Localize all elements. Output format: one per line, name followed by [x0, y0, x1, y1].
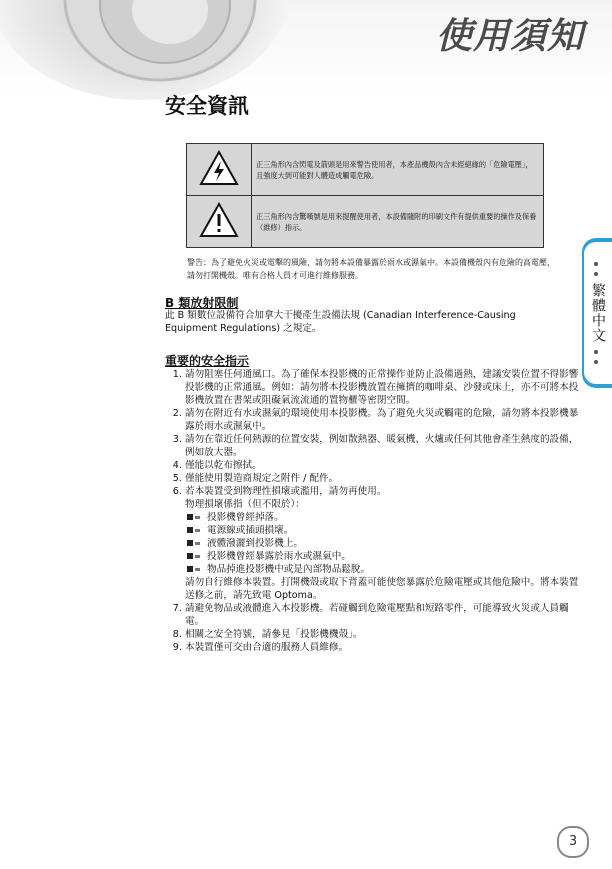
- page-number: 3: [557, 826, 589, 858]
- damage-item: 電源線或插頭損壞。: [185, 524, 582, 537]
- bullet-icon: [187, 540, 193, 546]
- warning-table: [186, 143, 544, 248]
- list-item: 1. 請勿阻塞任何通風口。為了確保本投影機的正常操作並防止設備過熱，建議安裝位置不得影響投影機的正常通風。例如：請勿將本投影機放置在擁擠的咖啡桌、沙發或床上，亦不可將本投影機放置在書架或阻礙氣流流通的置物櫃等密閉空間。: [185, 368, 582, 407]
- dot-icon: [594, 360, 598, 364]
- warning-text: 正三角形內含驚嘆號是用來提醒使用者，本設備隨附的印刷文件有提供重要的操作及保養（維修）指示。: [252, 196, 544, 248]
- bullet-icon: [195, 542, 200, 545]
- damage-item: 投影機曾經掉落。: [185, 511, 582, 524]
- damage-intro: 物理損壞係指（但不限於）：: [185, 499, 305, 510]
- list-item: 7. 請避免物品或液體進入本投影機。若碰觸到危險電壓點和短路零件，可能導致火災或人員觸電。: [185, 602, 582, 628]
- bullet-icon: [195, 555, 200, 558]
- list-item: [185, 485, 582, 602]
- warning-row: [187, 196, 544, 248]
- header-title: 使用須知: [435, 16, 584, 57]
- warning-text: 正三角形內含閃電及箭頭是用來警告使用者，本產品機殼內含未經絕緣的「危險電壓」，且強度大到可能對人體造成觸電危險。: [252, 144, 544, 196]
- list-item: 5. 僅能使用製造商規定之附件 / 配件。: [185, 472, 582, 485]
- damage-list: [185, 511, 582, 576]
- list-item: 3. 請勿在靠近任何熱源的位置安裝，例如散熱器、暖氣機、火爐或任何其他會產生熱度的設備，例如放大器。: [185, 433, 582, 459]
- bullet-icon: [187, 527, 193, 533]
- bullet-icon: [195, 516, 200, 519]
- damage-item: 液體潑灑到投影機上。: [185, 537, 582, 550]
- bullet-icon: [187, 514, 193, 520]
- dot-icon: [594, 272, 598, 276]
- bullet-icon: [195, 529, 200, 532]
- list-item-text: 若本裝置受到物理性損壞或濫用，請勿再使用。: [185, 486, 387, 497]
- damage-outro: 請勿自行維修本裝置。打開機殼或取下背蓋可能使您暴露於危險電壓或其他危險中。將本裝置送修之前，請先致電 Optoma。: [185, 577, 579, 601]
- section-title: 安全資訊: [165, 94, 249, 118]
- warning-note: 警告：為了避免火災或電擊的風險，請勿將本設備暴露於雨水或濕氣中。本設備機殼內有危險的高電壓，請勿打開機殼。唯有合格人員才可進行維修服務。: [187, 258, 555, 280]
- bullet-icon: [187, 566, 193, 572]
- list-item: 9. 本裝置僅可交由合適的服務人員維修。: [185, 641, 582, 654]
- dot-icon: [594, 262, 598, 266]
- bullet-icon: [195, 568, 200, 571]
- projector-lens-graphic: [0, 0, 290, 100]
- safety-list: [165, 368, 582, 654]
- list-item: 2. 請勿在附近有水或濕氣的環境使用本投影機。為了避免火災或觸電的危險，請勿將本投影機暴露於雨水或濕氣中。: [185, 407, 582, 433]
- bullet-icon: [187, 553, 193, 559]
- damage-item: 物品掉進投影機中或是內部物品鬆脫。: [185, 563, 582, 576]
- list-item: 8. 相關之安全符號，請參見「投影機機殼」。: [185, 628, 582, 641]
- list-item: 4. 僅能以乾布擦拭。: [185, 459, 582, 472]
- warning-row: [187, 144, 544, 196]
- icon-cell: [187, 144, 252, 196]
- icon-cell: [187, 196, 252, 248]
- dot-icon: [594, 350, 598, 354]
- class-b-title: B 類放射限制: [165, 296, 239, 310]
- safety-title: 重要的安全指示: [165, 354, 250, 368]
- class-b-text: 此 B 類數位設備符合加拿大干擾產生設備法規 (Canadian Interference-Causing Equipment Regulations) 之規定。: [165, 310, 516, 334]
- exclamation-triangle-icon: [199, 202, 239, 238]
- language-label: 繁體中文: [590, 283, 606, 343]
- damage-item: 投影機曾經暴露於雨水或濕氣中。: [185, 550, 582, 563]
- lightning-triangle-icon: [199, 150, 239, 186]
